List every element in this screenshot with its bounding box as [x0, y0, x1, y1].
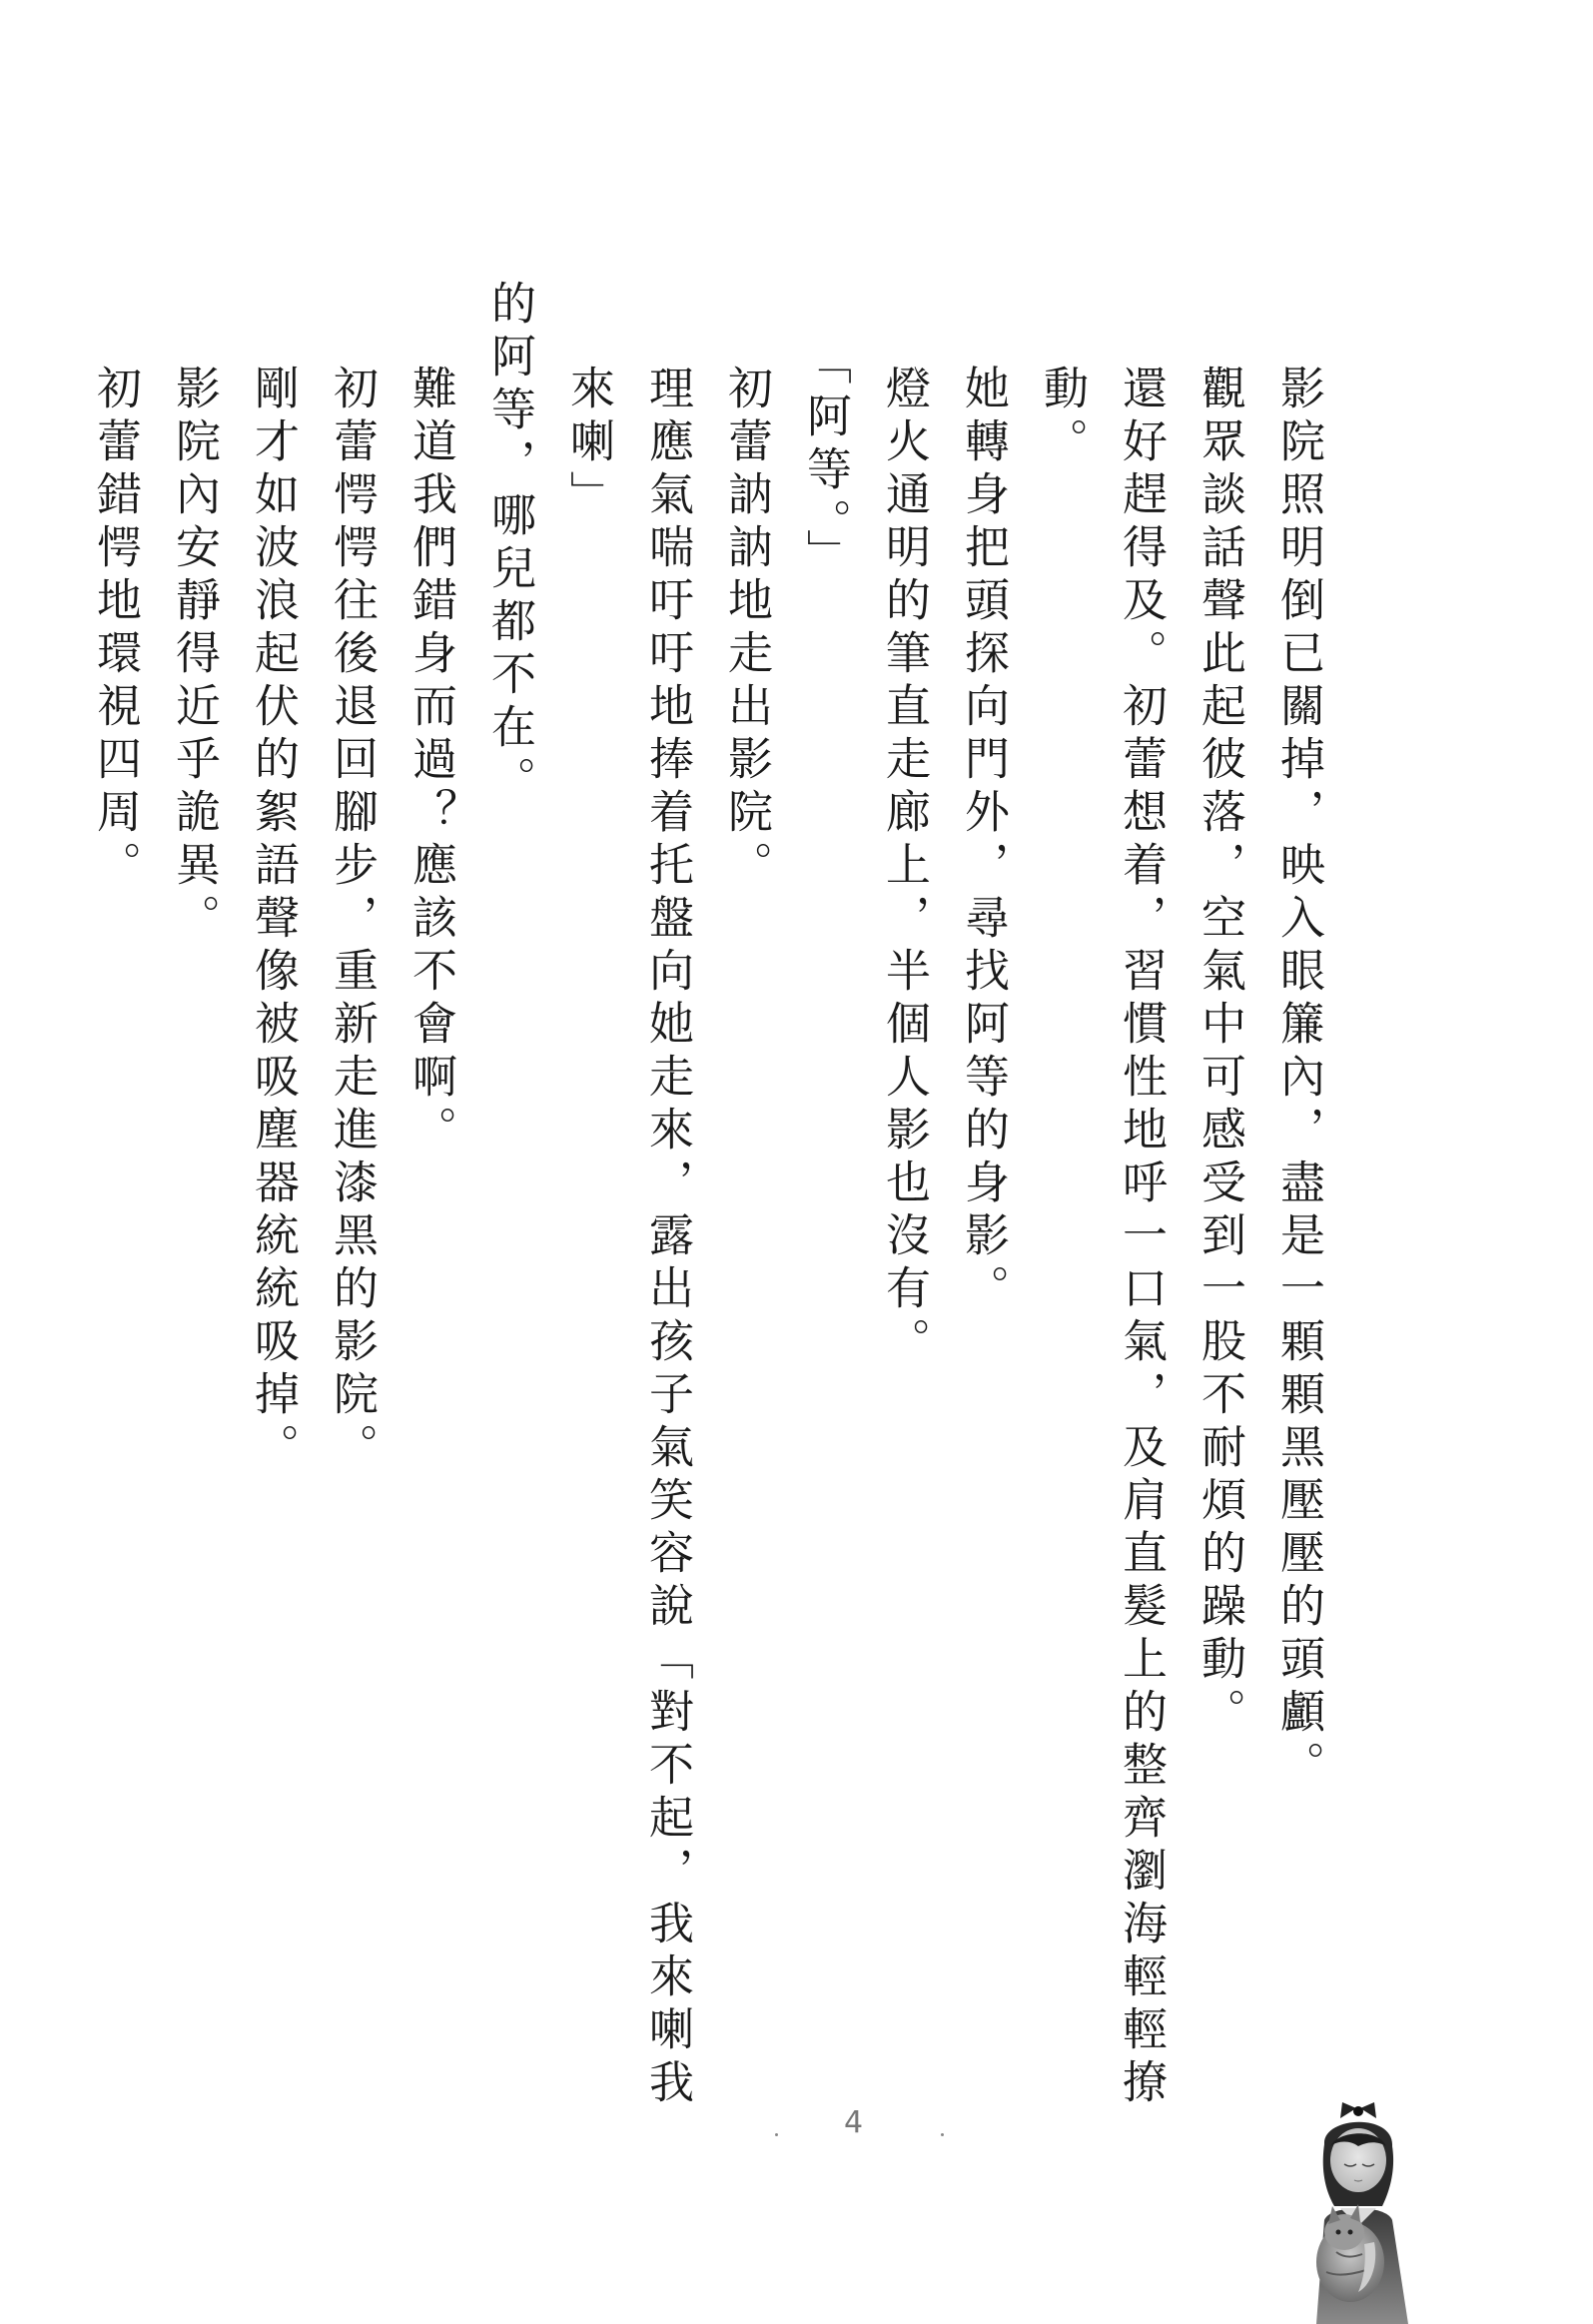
paragraph-11: 初蕾愕愕往後退回腳步，重新走進漆黑的影院。 [326, 365, 379, 1476]
vertical-text-body [89, 280, 1338, 2157]
paragraph-6: 「阿等。」 [799, 340, 852, 582]
paragraph-12: 剛才如波浪起伏的絮語聲像被吸塵器統統吸掉。 [247, 365, 300, 1476]
paragraph-13: 影院內安靜得近乎詭異。 [168, 365, 221, 947]
paragraph-9: 的阿等，哪兒都不在。 [483, 280, 536, 809]
paragraph-8: 理應氣喘吁吁地捧着托盤向她走來，露出孩子氣笑容說「對不起，我來喇我來喇」 [562, 365, 694, 2111]
paragraph-1: 影院照明倒已關掉，映入眼簾內，盡是一顆顆黑壓壓的頭顱。 [1272, 365, 1325, 1794]
paragraph-3: 還好趕得及。初蕾想着，習慣性地呼一口氣，及肩直髮上的整齊瀏海輕輕撩動。 [1036, 365, 1168, 2111]
paragraph-14: 初蕾錯愕地環視四周。 [89, 365, 142, 894]
paragraph-5: 燈火通明的筆直走廊上，半個人影也沒有。 [878, 365, 931, 1370]
paragraph-7: 初蕾訥訥地走出影院。 [720, 365, 773, 894]
page-number-dot-right [941, 2133, 944, 2136]
page-number: 4 [844, 2105, 864, 2140]
paragraph-10: 難道我們錯身而過？應該不會啊。 [404, 365, 457, 1159]
paragraph-2: 觀眾談話聲此起彼落，空氣中可感受到一股不耐煩的躁動。 [1194, 365, 1246, 1741]
page-number-dot-left [775, 2133, 778, 2136]
hair-bow [1340, 2102, 1376, 2118]
paragraph-4: 她轉身把頭探向門外，尋找阿等的身影。 [957, 365, 1010, 1317]
girl-holding-cat-illustration [1278, 2102, 1448, 2324]
